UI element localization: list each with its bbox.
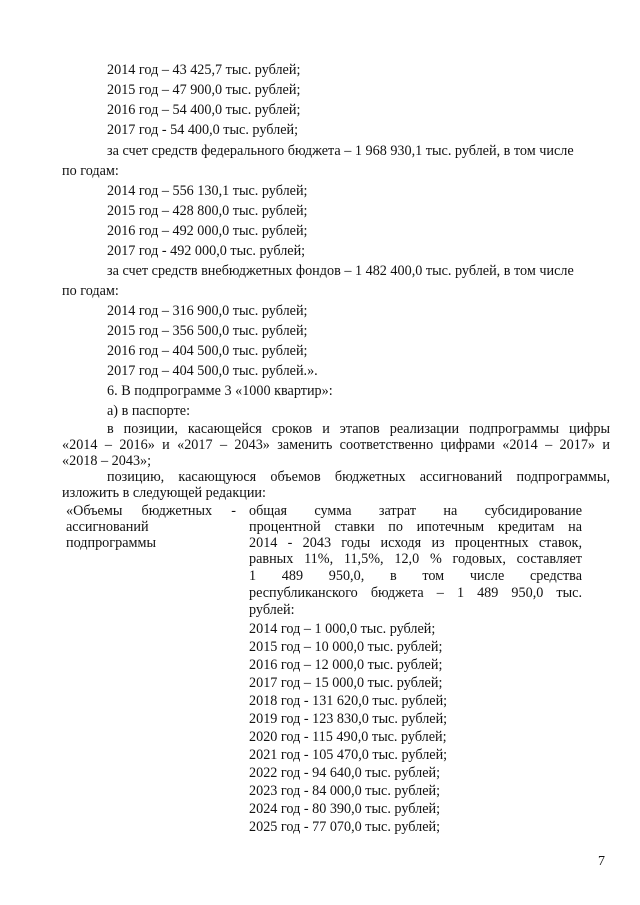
funding-line: 2017 год – 404 500,0 тыс. рублей.». — [107, 363, 318, 379]
funding-line: 2017 год - 54 400,0 тыс. рублей; — [107, 122, 299, 138]
paragraph-line: «2018 – 2043»; — [62, 453, 152, 469]
year-line: 2023 год - 84 000,0 тыс. рублей; — [249, 783, 441, 799]
funding-line: 2014 год – 43 425,7 тыс. рублей; — [107, 62, 301, 78]
funding-line: 2016 год – 54 400,0 тыс. рублей; — [107, 102, 301, 118]
table-right-line: процентной ставки по ипотечным кредитам на — [249, 519, 582, 535]
subsection-heading: а) в паспорте: — [107, 403, 191, 419]
year-line: 2025 год - 77 070,0 тыс. рублей; — [249, 819, 441, 835]
funding-line: 2015 год – 356 500,0 тыс. рублей; — [107, 323, 308, 339]
year-line: 2020 год - 115 490,0 тыс. рублей; — [249, 729, 447, 745]
table-left-cell: ассигнований — [66, 519, 149, 535]
table-right-line: 2014 - 2043 годы исходя из процентных ставок, — [249, 535, 582, 551]
funding-line: 2016 год – 404 500,0 тыс. рублей; — [107, 343, 308, 359]
funding-line: 2017 год - 492 000,0 тыс. рублей; — [107, 243, 306, 259]
extrabudget-line: за счет средств внебюджетных фондов – 1 482 400,0 тыс. рублей, в том числе — [107, 263, 574, 279]
funding-line: 2015 год – 428 800,0 тыс. рублей; — [107, 203, 308, 219]
paragraph-line: изложить в следующей редакции: — [62, 485, 266, 501]
page-number: 7 — [598, 854, 605, 869]
table-left-cell: подпрограммы — [66, 535, 156, 551]
federal-budget-line: за счет средств федерального бюджета – 1 968 930,1 тыс. рублей, в том числе — [107, 143, 574, 159]
year-line: 2018 год - 131 620,0 тыс. рублей; — [249, 693, 448, 709]
table-right-line: общая сумма затрат на субсидирование — [249, 503, 582, 519]
funding-line: 2014 год – 316 900,0 тыс. рублей; — [107, 303, 308, 319]
table-right-line: республиканского бюджета – 1 489 950,0 тыс. — [249, 585, 582, 601]
year-line: 2017 год – 15 000,0 тыс. рублей; — [249, 675, 443, 691]
paragraph-line: позицию, касающуюся объемов бюджетных ассигнований подпрограммы, — [107, 469, 610, 485]
year-line: 2014 год – 1 000,0 тыс. рублей; — [249, 621, 436, 637]
table-left-cell: «Объемы бюджетных - — [66, 503, 236, 519]
year-line: 2021 год - 105 470,0 тыс. рублей; — [249, 747, 448, 763]
extrabudget-line-cont: по годам: — [62, 283, 119, 299]
funding-line: 2015 год – 47 900,0 тыс. рублей; — [107, 82, 301, 98]
table-right-line: равных 11%, 11,5%, 12,0 % годовых, составляет — [249, 551, 582, 567]
federal-budget-line-cont: по годам: — [62, 163, 119, 179]
funding-line: 2014 год – 556 130,1 тыс. рублей; — [107, 183, 308, 199]
paragraph-line: «2014 – 2016» и «2017 – 2043» заменить соответственно цифрами «2014 – 2017» и — [62, 437, 610, 453]
year-line: 2024 год - 80 390,0 тыс. рублей; — [249, 801, 441, 817]
year-line: 2015 год – 10 000,0 тыс. рублей; — [249, 639, 443, 655]
year-line: 2022 год - 94 640,0 тыс. рублей; — [249, 765, 441, 781]
year-line: 2019 год - 123 830,0 тыс. рублей; — [249, 711, 448, 727]
section-heading: 6. В подпрограмме 3 «1000 квартир»: — [107, 383, 333, 399]
year-line: 2016 год – 12 000,0 тыс. рублей; — [249, 657, 443, 673]
table-right-line: 1 489 950,0, в том числе средства — [249, 568, 582, 584]
funding-line: 2016 год – 492 000,0 тыс. рублей; — [107, 223, 308, 239]
paragraph-line: в позиции, касающейся сроков и этапов реализации подпрограммы цифры — [107, 421, 610, 437]
table-right-line: рублей: — [249, 602, 295, 618]
